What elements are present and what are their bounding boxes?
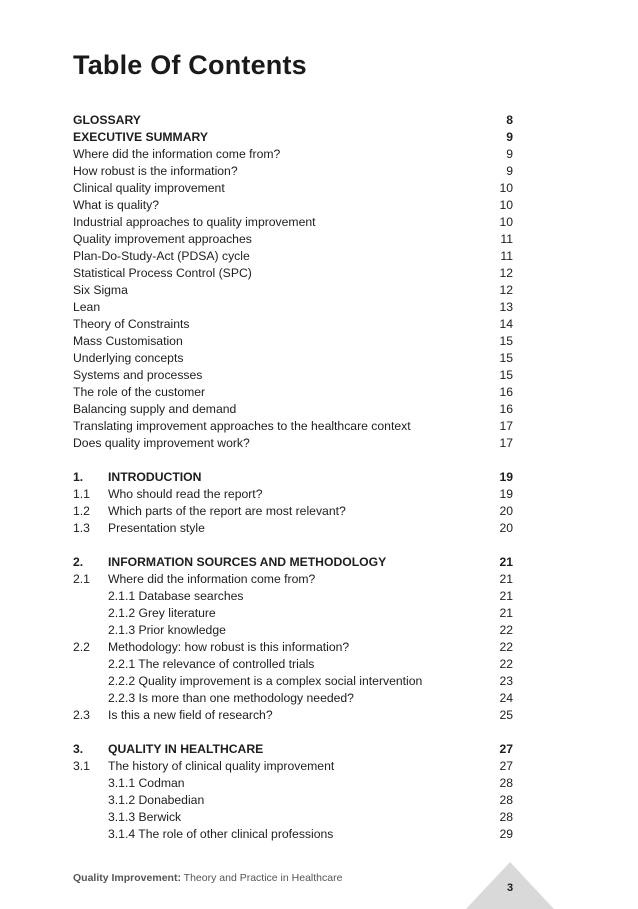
toc-entry — [73, 435, 513, 452]
toc-entry-label: Does quality improvement work? — [73, 436, 250, 450]
page-title: Table Of Contents — [73, 50, 307, 80]
toc-page-number: 20 — [499, 504, 513, 518]
toc-entry-label: 2.2.1 The relevance of controlled trials — [108, 657, 315, 671]
footer-series-title: Quality Improvement: — [73, 872, 181, 884]
toc-entry — [73, 231, 513, 248]
toc-page-number: 20 — [499, 521, 513, 535]
toc-page-number: 22 — [499, 623, 513, 637]
toc-section-number: 2. — [73, 555, 84, 569]
section-gap — [73, 452, 513, 469]
toc-entry-label: INTRODUCTION — [108, 470, 202, 484]
toc-entry-label: Which parts of the report are most relevant? — [108, 504, 346, 518]
toc-entry — [73, 163, 513, 180]
toc-entry-label: Balancing supply and demand — [73, 402, 237, 416]
toc-entry-label: What is quality? — [73, 198, 160, 212]
toc-page-number: 10 — [499, 181, 513, 195]
toc-page-number: 11 — [500, 249, 513, 263]
toc-page-number: 29 — [499, 827, 513, 841]
toc-entry-label: Six Sigma — [73, 283, 128, 297]
toc-entry-label: Where did the information come from? — [108, 572, 316, 586]
toc-entry-label: EXECUTIVE SUMMARY — [73, 130, 208, 144]
table-of-contents — [73, 112, 513, 843]
toc-section-number: 2.2 — [73, 640, 90, 654]
toc-page-number: 12 — [499, 283, 513, 297]
toc-entry — [73, 622, 513, 639]
toc-entry-label: 2.1.1 Database searches — [108, 589, 244, 603]
page-number-tab — [466, 862, 554, 909]
toc-entry — [73, 486, 513, 503]
toc-entry — [73, 809, 513, 826]
toc-entry-label: Industrial approaches to quality improvement — [73, 215, 316, 229]
toc-entry-label: GLOSSARY — [73, 113, 141, 127]
toc-entry — [73, 656, 513, 673]
toc-page-number: 23 — [499, 674, 513, 688]
toc-entry — [73, 639, 513, 656]
toc-entry — [73, 503, 513, 520]
toc-page-number: 22 — [499, 640, 513, 654]
toc-entry — [73, 333, 513, 350]
toc-entry-label: 2.2.2 Quality improvement is a complex social intervention — [108, 674, 423, 688]
toc-entry — [73, 673, 513, 690]
toc-page-number: 9 — [506, 147, 513, 161]
section-gap — [73, 537, 513, 554]
toc-entry — [73, 758, 513, 775]
toc-entry-label: Clinical quality improvement — [73, 181, 225, 195]
toc-entry-label: Is this a new field of research? — [108, 708, 273, 722]
toc-entry — [73, 350, 513, 367]
toc-entry-label: 3.1.4 The role of other clinical professions — [108, 827, 334, 841]
toc-page-number: 15 — [499, 368, 513, 382]
toc-entry-label: Plan-Do-Study-Act (PDSA) cycle — [73, 249, 250, 263]
toc-entry — [73, 248, 513, 265]
toc-section-number: 1.3 — [73, 521, 90, 535]
toc-entry — [73, 129, 513, 146]
toc-page-number: 28 — [499, 776, 513, 790]
footer-subtitle: Theory and Practice in Healthcare — [180, 872, 343, 884]
toc-section-number: 2.3 — [73, 708, 90, 722]
toc-page-number: 15 — [499, 351, 513, 365]
toc-entry — [73, 265, 513, 282]
toc-page-number: 14 — [499, 317, 513, 331]
toc-entry-label: Translating improvement approaches to the healthcare context — [73, 419, 411, 433]
toc-entry-label: Where did the information come from? — [73, 147, 281, 161]
toc-entry — [73, 197, 513, 214]
toc-section-number: 2.1 — [73, 572, 90, 586]
toc-section-number: 1. — [73, 470, 84, 484]
toc-entry — [73, 775, 513, 792]
toc-entry-label: Systems and processes — [73, 368, 203, 382]
toc-section-number: 3.1 — [73, 759, 90, 773]
toc-entry — [73, 146, 513, 163]
toc-entry — [73, 299, 513, 316]
toc-page-number: 19 — [499, 470, 513, 484]
toc-entry — [73, 180, 513, 197]
toc-section-number: 3. — [73, 742, 84, 756]
toc-page-number: 16 — [499, 385, 513, 399]
toc-entry — [73, 469, 513, 486]
toc-page-number: 28 — [499, 793, 513, 807]
toc-entry — [73, 367, 513, 384]
toc-page-number: 17 — [499, 436, 513, 450]
toc-page-number: 21 — [499, 555, 513, 569]
toc-entry — [73, 690, 513, 707]
toc-page-number: 16 — [499, 402, 513, 416]
toc-page-number: 15 — [499, 334, 513, 348]
toc-page-number: 25 — [499, 708, 513, 722]
toc-entry-label: Lean — [73, 300, 101, 314]
page-number: 3 — [506, 882, 514, 894]
toc-entry-label: INFORMATION SOURCES AND METHODOLOGY — [108, 555, 387, 569]
toc-page-number: 28 — [499, 810, 513, 824]
toc-entry-label: Mass Customisation — [73, 334, 183, 348]
toc-entry-label: How robust is the information? — [73, 164, 238, 178]
toc-page-number: 12 — [499, 266, 513, 280]
toc-page-number: 10 — [499, 215, 513, 229]
toc-entry — [73, 384, 513, 401]
toc-page-number: 22 — [499, 657, 513, 671]
toc-entry — [73, 792, 513, 809]
section-gap — [73, 724, 513, 741]
toc-page-number: 27 — [499, 759, 513, 773]
toc-entry — [73, 741, 513, 758]
toc-entry-label: QUALITY IN HEALTHCARE — [108, 742, 264, 756]
page-footer — [73, 872, 342, 884]
toc-page-number: 8 — [506, 113, 513, 127]
toc-page-number: 17 — [499, 419, 513, 433]
toc-entry-label: Underlying concepts — [73, 351, 184, 365]
toc-entry — [73, 401, 513, 418]
toc-page-number: 19 — [499, 487, 513, 501]
toc-page-number: 24 — [499, 691, 513, 705]
toc-entry — [73, 605, 513, 622]
toc-page-number: 9 — [506, 130, 513, 144]
toc-page-number: 21 — [499, 606, 513, 620]
toc-section-number: 1.2 — [73, 504, 90, 518]
toc-entry-label: Statistical Process Control (SPC) — [73, 266, 252, 280]
toc-entry — [73, 554, 513, 571]
toc-entry-label: Quality improvement approaches — [73, 232, 252, 246]
toc-entry — [73, 282, 513, 299]
toc-entry-label: 3.1.1 Codman — [108, 776, 185, 790]
toc-entry-label: Who should read the report? — [108, 487, 263, 501]
toc-entry — [73, 588, 513, 605]
toc-entry — [73, 826, 513, 843]
toc-page-number: 21 — [499, 589, 513, 603]
toc-page-number: 13 — [499, 300, 513, 314]
toc-page-number: 11 — [500, 232, 513, 246]
toc-entry — [73, 214, 513, 231]
toc-entry — [73, 520, 513, 537]
toc-entry — [73, 112, 513, 129]
toc-entry — [73, 418, 513, 435]
toc-entry — [73, 707, 513, 724]
toc-entry-label: Theory of Constraints — [73, 317, 190, 331]
toc-entry-label: Methodology: how robust is this information? — [108, 640, 350, 654]
toc-entry-label: 2.1.2 Grey literature — [108, 606, 216, 620]
toc-entry-label: 2.1.3 Prior knowledge — [108, 623, 226, 637]
toc-page-number: 21 — [499, 572, 513, 586]
toc-entry-label: 2.2.3 Is more than one methodology needed? — [108, 691, 354, 705]
toc-entry — [73, 316, 513, 333]
toc-entry-label: Presentation style — [108, 521, 205, 535]
toc-page-number: 27 — [499, 742, 513, 756]
toc-entry-label: The history of clinical quality improvement — [108, 759, 335, 773]
toc-page-number: 9 — [506, 164, 513, 178]
toc-entry-label: The role of the customer — [73, 385, 206, 399]
toc-section-number: 1.1 — [73, 487, 90, 501]
toc-entry — [73, 571, 513, 588]
toc-entry-label: 3.1.3 Berwick — [108, 810, 182, 824]
toc-entry-label: 3.1.2 Donabedian — [108, 793, 205, 807]
toc-page-number: 10 — [499, 198, 513, 212]
